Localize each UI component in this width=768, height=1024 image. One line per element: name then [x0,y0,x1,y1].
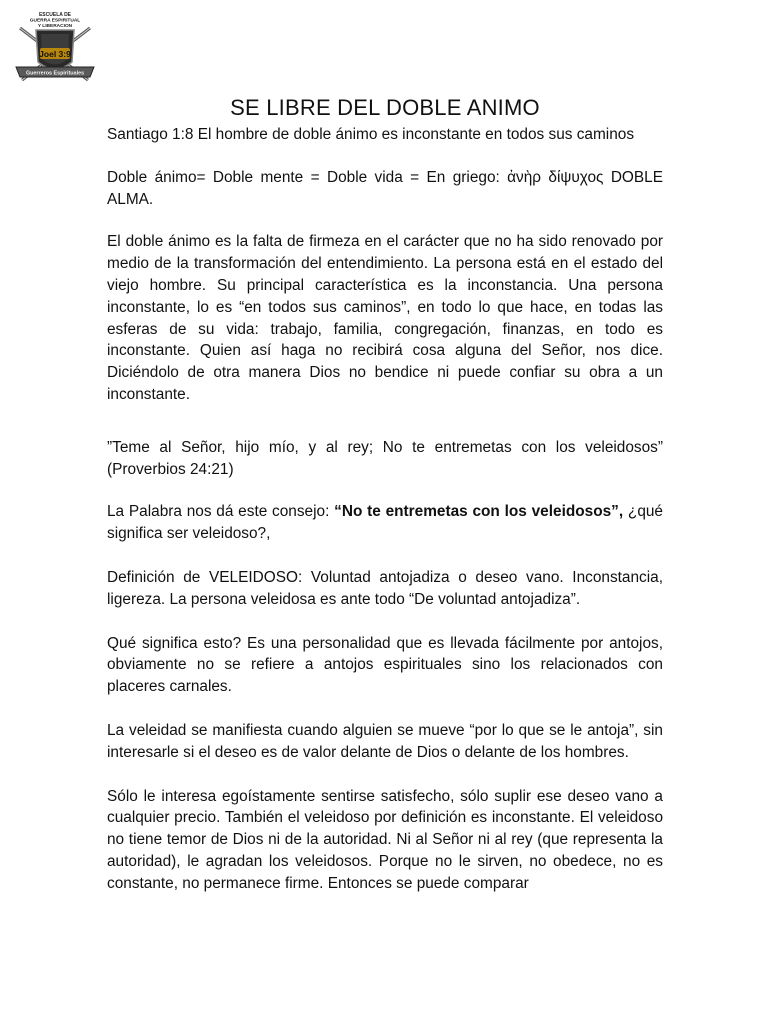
logo-line-2: GUERRA ESPIRITUAL [29,18,81,24]
logo-banner: Guerreros Espirituales [25,70,85,77]
paragraph-proverbs: ”Teme al Señor, hijo mío, y al rey; No te entremetas con los veleidosos” (Proverbios 24:21) [107,438,663,478]
paragraph-meaning: Qué significa esto? Es una personalidad que es llevada fácilmente por antojos, obviamente no se refiere a antojos espirituales sino los relacionados con placeres carnales. [107,634,663,696]
paragraph-veleidoso-definition: Definición de VELEIDOSO: Voluntad antojadiza o deseo vano. Inconstancia, ligereza. La persona veleidosa es ante todo “De voluntad antojadiza”. [107,568,663,608]
page-title: SE LIBRE DEL DOBLE ANIMO [230,95,540,120]
paragraph-definition-greek: Doble ánimo= Doble mente = Doble vida = En griego: ἀνὴρ δίψυχος DOBLE ALMA. [107,168,663,208]
document-body [107,94,663,895]
paragraph-selfishness: Sólo le interesa egoístamente sentirse satisfecho, sólo suplir ese deseo vano a cualquier precio. También el veleidoso por definición es inconstante. El veleidoso no tiene temor de Dios ni de la autoridad. Ni al Señor ni al rey (que representa la autoridad), le agradan los veleidosos. Porque no le sirven, no obedece, no es constante, no permanece firme. Entonces se puede comparar [107,787,663,892]
logo-top-text: ESCUELA DE [38,12,72,18]
counsel-quote: “No te entremetas con los veleidosos”, [334,503,624,521]
counsel-intro: La Palabra nos dá este consejo: [107,503,335,521]
paragraph-double-mind: El doble ánimo es la falta de firmeza en el carácter que no ha sido renovado por medio de la transformación del entendimiento. La persona está en el estado del viejo hombre. Su principal característica es la inconstancia. Una persona inconstante, lo es “en todos sus caminos”, en todo lo que hace, en todas las esferas de su vida: trabajo, familia, congregación, finanzas, en todo es inconstante. Quien así haga no recibirá cosa alguna del Señor, nos dice. Diciéndolo de otra manera Dios no bendice ni puede confiar su obra a un inconstante. [107,233,663,403]
counsel-question: ¿qué significa ser veleidoso?, [107,503,663,543]
paragraph-counsel [107,501,663,545]
paragraph-manifestation: La veleidad se manifiesta cuando alguien se mueve “por lo que se le antoja”, sin interesarle si el deseo es de valor delante de Dios o delante de los hombres. [107,721,663,761]
ministry-logo [14,10,96,90]
crossed-swords-emblem-icon [14,10,96,90]
paragraph-verse: Santiago 1:8 El hombre de doble ánimo es inconstante en todos sus caminos [107,126,635,143]
logo-badge: Joel 3:9 [39,49,71,59]
logo-line-3: Y LIBERACION [37,24,73,29]
